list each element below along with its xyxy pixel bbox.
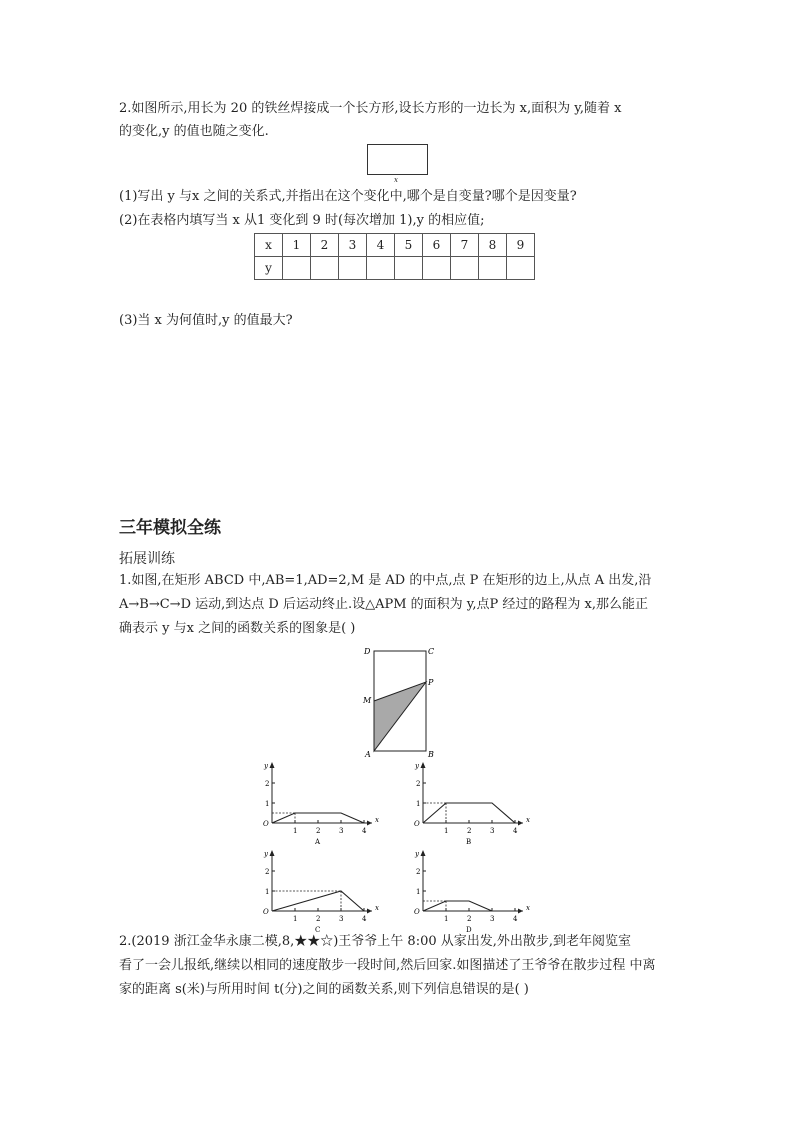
origin-label: O xyxy=(263,820,269,828)
label-d: D xyxy=(364,647,371,656)
table-cell: y xyxy=(255,257,283,280)
table-cell: 1 xyxy=(283,234,311,257)
triangle-apm xyxy=(374,682,426,751)
x-axis-arrow xyxy=(367,909,372,914)
origin-label: O xyxy=(414,908,420,916)
x-axis-arrow xyxy=(518,909,523,914)
rectangle-figure xyxy=(367,144,428,175)
y-axis-arrow xyxy=(421,762,426,768)
y-axis-arrow xyxy=(421,850,426,856)
y-tick-label: 1 xyxy=(416,800,421,808)
q1-text-line3: 确表示 y 与x 之间的函数关系的图象是( ) xyxy=(119,621,356,636)
section-subtitle: 拓展训练 xyxy=(119,551,175,567)
x-axis-label: x xyxy=(375,816,379,824)
table-cell-blank[interactable] xyxy=(367,257,395,280)
table-cell-blank[interactable] xyxy=(311,257,339,280)
table-row-y xyxy=(255,257,535,280)
y-tick-label: 2 xyxy=(416,780,421,788)
x-axis-arrow xyxy=(367,821,372,826)
origin-label: O xyxy=(263,908,269,916)
q2b-text-line3: 家的距离 s(米)与所用时间 t(分)之间的函数关系,则下列信息错误的是( ) xyxy=(119,982,529,997)
option-label: C xyxy=(315,926,321,934)
table-cell-blank[interactable] xyxy=(507,257,535,280)
graph-option-c xyxy=(260,848,380,933)
table-cell: 8 xyxy=(479,234,507,257)
table-cell: 4 xyxy=(367,234,395,257)
x-tick-label: 4 xyxy=(362,827,367,835)
y-axis-arrow xyxy=(270,850,275,856)
section-title: 三年模拟全练 xyxy=(119,518,221,538)
x-tick-label: 2 xyxy=(316,827,321,835)
table-cell: 3 xyxy=(339,234,367,257)
option-label: D xyxy=(466,926,472,934)
x-tick-label: 3 xyxy=(339,827,344,835)
x-tick-label: 4 xyxy=(362,915,367,923)
table-cell: x xyxy=(255,234,283,257)
x-axis-label: x xyxy=(375,904,379,912)
table-cell: 2 xyxy=(311,234,339,257)
label-c: C xyxy=(428,647,435,656)
y-tick-label: 1 xyxy=(416,888,421,896)
q1-text-line2: A→B→C→D 运动,到达点 D 后运动终止.设△APM 的面积为 y,点P 经过的路程为 x,那么能正 xyxy=(119,597,649,612)
x-axis-arrow xyxy=(518,821,523,826)
table-row-x xyxy=(255,234,535,257)
table-cell-blank[interactable] xyxy=(283,257,311,280)
label-b: B xyxy=(428,750,434,759)
q2-sub1: (1)写出 y 与x 之间的关系式,并指出在这个变化中,哪个是自变量?哪个是因变量? xyxy=(119,189,577,204)
table-cell: 5 xyxy=(395,234,423,257)
y-tick-label: 2 xyxy=(265,868,270,876)
y-axis-label: y xyxy=(415,762,419,770)
table-cell-blank[interactable] xyxy=(451,257,479,280)
graph-option-b xyxy=(411,760,531,845)
x-tick-label: 3 xyxy=(490,915,495,923)
x-tick-label: 1 xyxy=(293,827,298,835)
option-label: A xyxy=(315,838,321,846)
q2-text-line2: 的变化,y 的值也随之变化. xyxy=(119,124,269,139)
option-label: B xyxy=(466,838,472,846)
graph-option-a xyxy=(260,760,380,845)
q2b-text-line2: 看了一会儿报纸,继续以相同的速度散步一段时间,然后回家.如图描述了王爷爷在散步过程 中离 xyxy=(119,958,656,973)
x-tick-label: 2 xyxy=(467,915,472,923)
y-axis-label: y xyxy=(264,850,268,858)
x-tick-label: 3 xyxy=(490,827,495,835)
q1-text-line1: 1.如图,在矩形 ABCD 中,AB=1,AD=2,M 是 AD 的中点,点 P 在矩形的边上,从点 A 出发,沿 xyxy=(119,573,652,588)
x-tick-label: 3 xyxy=(339,915,344,923)
y-tick-label: 1 xyxy=(265,888,270,896)
rectangle-side-label: x xyxy=(394,176,398,184)
q2-sub3: (3)当 x 为何值时,y 的值最大? xyxy=(119,313,293,328)
origin-label: O xyxy=(414,820,420,828)
q2-sub2: (2)在表格内填写当 x 从1 变化到 9 时(每次增加 1),y 的相应值; xyxy=(119,213,485,228)
q2-text-line1: 2.如图所示,用长为 20 的铁丝焊接成一个长方形,设长方形的一边长为 x,面积为 y,随着 x xyxy=(119,101,622,116)
table-cell-blank[interactable] xyxy=(423,257,451,280)
table-cell: 7 xyxy=(451,234,479,257)
x-tick-label: 4 xyxy=(513,827,518,835)
label-p: P xyxy=(428,678,434,687)
x-tick-label: 2 xyxy=(316,915,321,923)
x-tick-label: 1 xyxy=(444,915,449,923)
table-cell-blank[interactable] xyxy=(395,257,423,280)
table-cell: 6 xyxy=(423,234,451,257)
x-axis-label: x xyxy=(526,816,530,824)
x-tick-label: 4 xyxy=(513,915,518,923)
y-axis-label: y xyxy=(415,850,419,858)
x-tick-label: 2 xyxy=(467,827,472,835)
rectangle-abcd-figure xyxy=(362,645,442,760)
label-a: A xyxy=(365,750,371,759)
label-m: M xyxy=(363,696,372,705)
y-tick-label: 2 xyxy=(416,868,421,876)
table-cell: 9 xyxy=(507,234,535,257)
x-tick-label: 1 xyxy=(444,827,449,835)
table-cell-blank[interactable] xyxy=(479,257,507,280)
x-tick-label: 1 xyxy=(293,915,298,923)
value-table xyxy=(254,233,535,280)
table-cell-blank[interactable] xyxy=(339,257,367,280)
function-line xyxy=(423,901,492,911)
graph-option-d xyxy=(411,848,531,933)
x-axis-label: x xyxy=(526,904,530,912)
y-axis-arrow xyxy=(270,762,275,768)
y-axis-label: y xyxy=(264,762,268,770)
q2b-text-line1: 2.(2019 浙江金华永康二模,8,★★☆)王爷爷上午 8:00 从家出发,外出散步,到老年阅览室 xyxy=(119,934,632,949)
y-tick-label: 2 xyxy=(265,780,270,788)
y-tick-label: 1 xyxy=(265,800,270,808)
